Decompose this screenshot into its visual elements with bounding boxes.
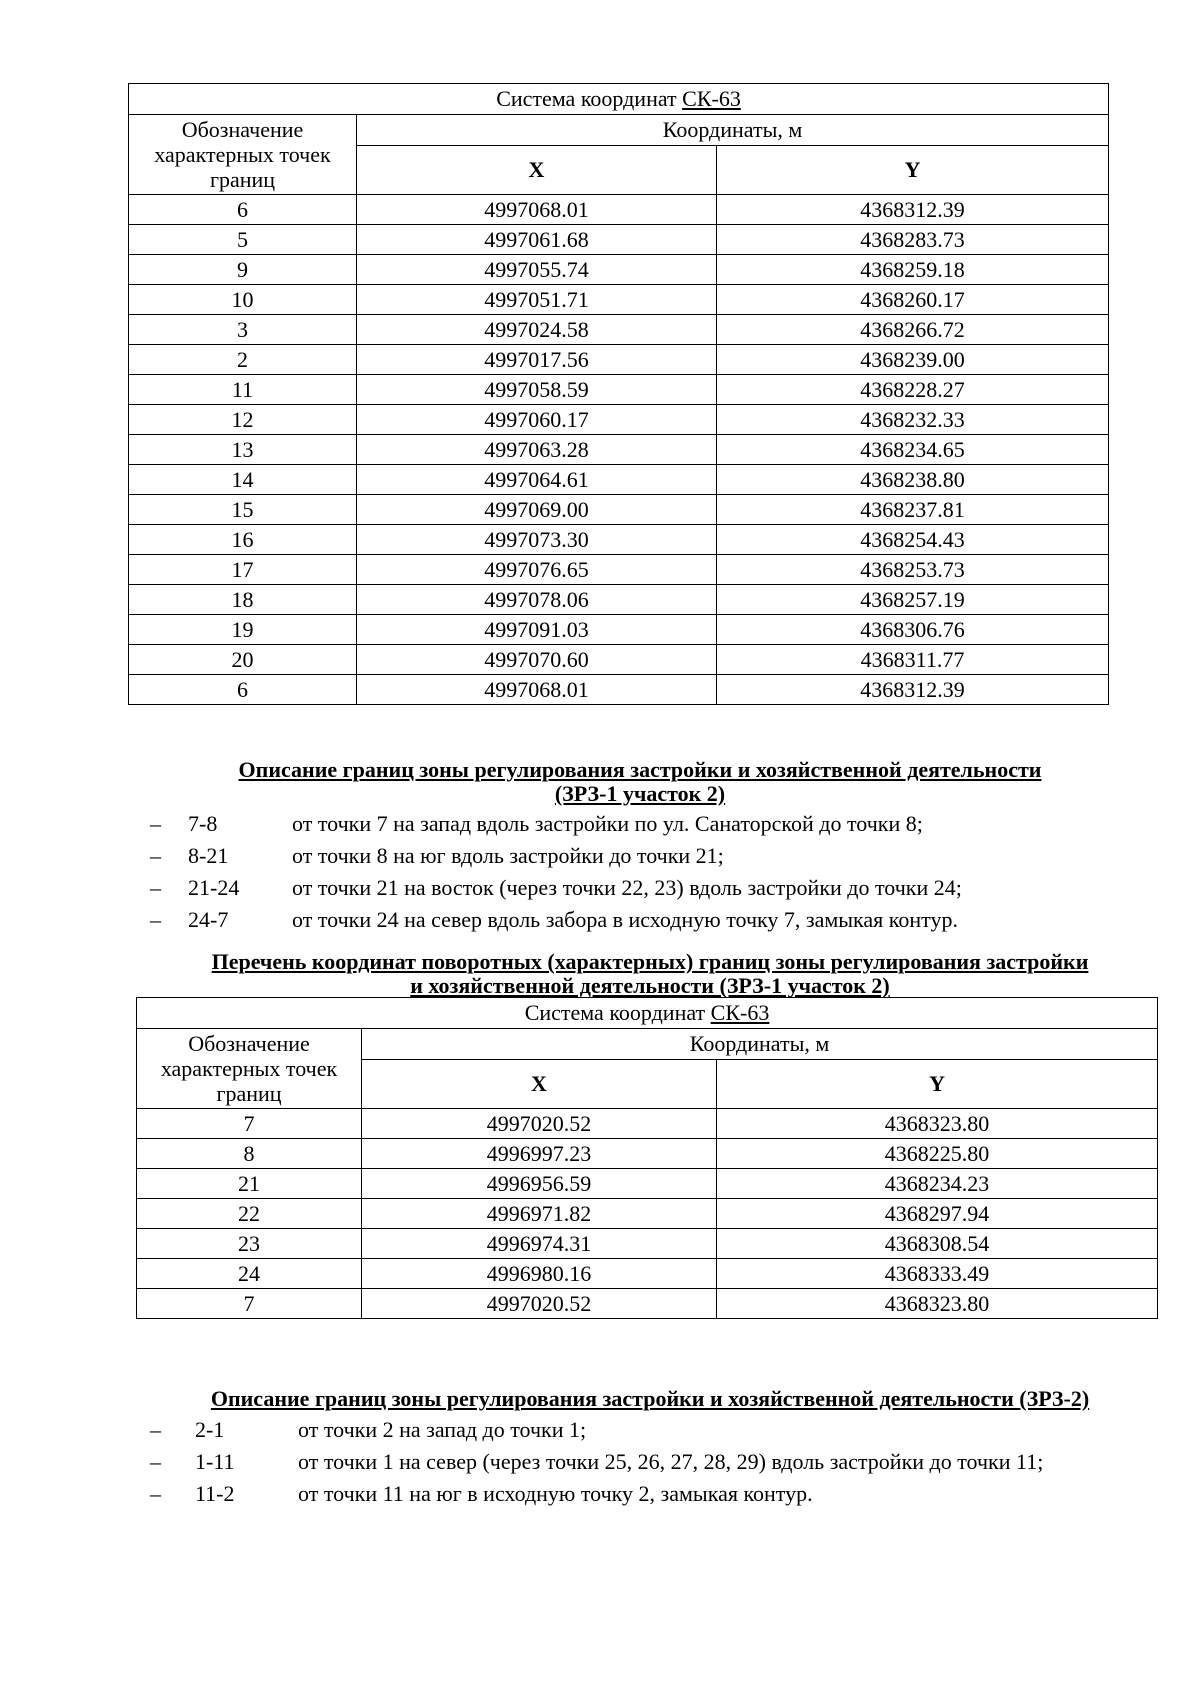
y-cell: 4368260.17 [717, 285, 1109, 315]
y-cell: 4368257.19 [717, 585, 1109, 615]
point-cell: 7 [137, 1109, 362, 1139]
y-cell: 4368266.72 [717, 315, 1109, 345]
list-item [150, 904, 1150, 936]
coordinates-header: Координаты, м [357, 115, 1109, 146]
x-cell: 4997055.74 [357, 255, 717, 285]
point-cell: 8 [137, 1139, 362, 1169]
point-cell: 11 [129, 375, 357, 405]
x-cell: 4997064.61 [357, 465, 717, 495]
table-row [129, 195, 1109, 225]
table-row [137, 1109, 1158, 1139]
segment-label: 8-21 [188, 843, 229, 868]
table-2-body [137, 1109, 1158, 1319]
point-cell: 19 [129, 615, 357, 645]
list-dash: – [150, 875, 161, 900]
y-cell: 4368259.18 [717, 255, 1109, 285]
point-cell: 9 [129, 255, 357, 285]
table-row [137, 1229, 1158, 1259]
table-row [137, 1139, 1158, 1169]
x-cell: 4997068.01 [357, 675, 717, 705]
segment-label: 11-2 [195, 1481, 235, 1506]
y-cell: 4368312.39 [717, 195, 1109, 225]
table-row [129, 465, 1109, 495]
x-header: X [357, 146, 717, 195]
x-cell: 4997076.65 [357, 555, 717, 585]
coordinate-system-title: Система координат СК-63 [137, 998, 1158, 1029]
y-cell: 4368234.65 [717, 435, 1109, 465]
section-1-list [150, 808, 1150, 936]
point-cell: 13 [129, 435, 357, 465]
list-dash: – [150, 811, 161, 836]
x-cell: 4997060.17 [357, 405, 717, 435]
y-cell: 4368297.94 [717, 1199, 1158, 1229]
list-item [150, 1478, 1190, 1510]
x-cell: 4997063.28 [357, 435, 717, 465]
x-header: X [362, 1060, 717, 1109]
x-cell: 4996974.31 [362, 1229, 717, 1259]
table-row [129, 435, 1109, 465]
y-cell: 4368283.73 [717, 225, 1109, 255]
section-2-heading-line-1: Перечень координат поворотных (характерных) границ зоны регулирования застройки [211, 949, 1089, 974]
segment-label: 7-8 [188, 811, 218, 836]
list-dash: – [150, 1449, 161, 1474]
x-cell: 4996997.23 [362, 1139, 717, 1169]
point-label-header: Обозначение характерных точек границ [129, 115, 357, 195]
segment-description: от точки 8 на юг вдоль застройки до точки 21; [292, 843, 724, 868]
y-cell: 4368308.54 [717, 1229, 1158, 1259]
table-row [129, 375, 1109, 405]
list-dash: – [150, 843, 161, 868]
x-cell: 4997069.00 [357, 495, 717, 525]
y-header: Y [717, 146, 1109, 195]
list-item [150, 1446, 1190, 1478]
point-cell: 12 [129, 405, 357, 435]
table-row [137, 1259, 1158, 1289]
list-dash: – [150, 1481, 161, 1506]
x-cell: 4997070.60 [357, 645, 717, 675]
segment-label: 24-7 [188, 907, 229, 932]
section-1-heading [150, 758, 1130, 806]
y-cell: 4368232.33 [717, 405, 1109, 435]
coordinate-system-title: Система координат СК-63 [129, 84, 1109, 115]
coordinates-table-1 [128, 83, 1109, 705]
x-cell: 4997017.56 [357, 345, 717, 375]
point-cell: 18 [129, 585, 357, 615]
table-row [129, 645, 1109, 675]
y-cell: 4368228.27 [717, 375, 1109, 405]
point-label-header: Обозначение характерных точек границ [137, 1029, 362, 1109]
section-2-heading-line-2: и хозяйственной деятельности (ЗРЗ-1 участок 2) [410, 973, 890, 998]
table-row [129, 495, 1109, 525]
list-item [150, 1414, 1190, 1446]
x-cell: 4997061.68 [357, 225, 717, 255]
point-cell: 21 [137, 1169, 362, 1199]
x-cell: 4997020.52 [362, 1289, 717, 1319]
y-cell: 4368253.73 [717, 555, 1109, 585]
point-cell: 16 [129, 525, 357, 555]
table-row [129, 675, 1109, 705]
list-item [150, 872, 1150, 904]
section-2-heading [120, 950, 1180, 998]
y-cell: 4368237.81 [717, 495, 1109, 525]
segment-label: 2-1 [195, 1417, 225, 1442]
table-row [129, 525, 1109, 555]
y-cell: 4368254.43 [717, 525, 1109, 555]
table-row [129, 285, 1109, 315]
y-cell: 4368311.77 [717, 645, 1109, 675]
list-item [150, 840, 1150, 872]
point-cell: 6 [129, 675, 357, 705]
table-row [137, 1169, 1158, 1199]
point-cell: 2 [129, 345, 357, 375]
section-3-list [150, 1414, 1190, 1510]
x-cell: 4997091.03 [357, 615, 717, 645]
x-cell: 4997051.71 [357, 285, 717, 315]
point-cell: 15 [129, 495, 357, 525]
point-cell: 14 [129, 465, 357, 495]
table-row [129, 315, 1109, 345]
section-1-heading-line-2: (ЗРЗ-1 участок 2) [554, 781, 726, 806]
point-cell: 6 [129, 195, 357, 225]
table-row [129, 225, 1109, 255]
y-cell: 4368239.00 [717, 345, 1109, 375]
point-cell: 24 [137, 1259, 362, 1289]
x-cell: 4997068.01 [357, 195, 717, 225]
y-cell: 4368225.80 [717, 1139, 1158, 1169]
point-cell: 17 [129, 555, 357, 585]
segment-description: от точки 7 на запад вдоль застройки по ул. Санаторской до точки 8; [292, 811, 923, 836]
segment-description: от точки 11 на юг в исходную точку 2, замыкая контур. [298, 1481, 813, 1506]
x-cell: 4997020.52 [362, 1109, 717, 1139]
table-row [129, 585, 1109, 615]
table-row [129, 615, 1109, 645]
y-cell: 4368323.80 [717, 1109, 1158, 1139]
point-cell: 10 [129, 285, 357, 315]
table-row [129, 405, 1109, 435]
table-row [129, 255, 1109, 285]
x-cell: 4996971.82 [362, 1199, 717, 1229]
table-row [129, 555, 1109, 585]
y-cell: 4368238.80 [717, 465, 1109, 495]
list-dash: – [150, 1417, 161, 1442]
y-header: Y [717, 1060, 1158, 1109]
point-cell: 3 [129, 315, 357, 345]
table-1-body [129, 195, 1109, 705]
segment-label: 1-11 [195, 1449, 235, 1474]
segment-label: 21-24 [188, 875, 240, 900]
y-cell: 4368323.80 [717, 1289, 1158, 1319]
y-cell: 4368312.39 [717, 675, 1109, 705]
list-dash: – [150, 907, 161, 932]
x-cell: 4997024.58 [357, 315, 717, 345]
y-cell: 4368333.49 [717, 1259, 1158, 1289]
coordinates-header: Координаты, м [362, 1029, 1158, 1060]
point-cell: 20 [129, 645, 357, 675]
x-cell: 4996956.59 [362, 1169, 717, 1199]
x-cell: 4997078.06 [357, 585, 717, 615]
segment-description: от точки 1 на север (через точки 25, 26, 27, 28, 29) вдоль застройки до точки 11; [298, 1449, 1044, 1474]
y-cell: 4368234.23 [717, 1169, 1158, 1199]
point-cell: 7 [137, 1289, 362, 1319]
x-cell: 4997073.30 [357, 525, 717, 555]
table-row [129, 345, 1109, 375]
section-3-heading: Описание границ зоны регулирования застройки и хозяйственной деятельности (ЗРЗ-2) [210, 1386, 1090, 1411]
x-cell: 4997058.59 [357, 375, 717, 405]
segment-description: от точки 24 на север вдоль забора в исходную точку 7, замыкая контур. [292, 907, 958, 932]
segment-description: от точки 2 на запад до точки 1; [298, 1417, 587, 1442]
table-row [137, 1199, 1158, 1229]
section-1-heading-line-1: Описание границ зоны регулирования застройки и хозяйственной деятельности [238, 757, 1042, 782]
x-cell: 4996980.16 [362, 1259, 717, 1289]
point-cell: 5 [129, 225, 357, 255]
table-row [137, 1289, 1158, 1319]
y-cell: 4368306.76 [717, 615, 1109, 645]
segment-description: от точки 21 на восток (через точки 22, 23) вдоль застройки до точки 24; [292, 875, 962, 900]
coordinates-table-2 [136, 997, 1158, 1319]
point-cell: 23 [137, 1229, 362, 1259]
point-cell: 22 [137, 1199, 362, 1229]
list-item [150, 808, 1150, 840]
